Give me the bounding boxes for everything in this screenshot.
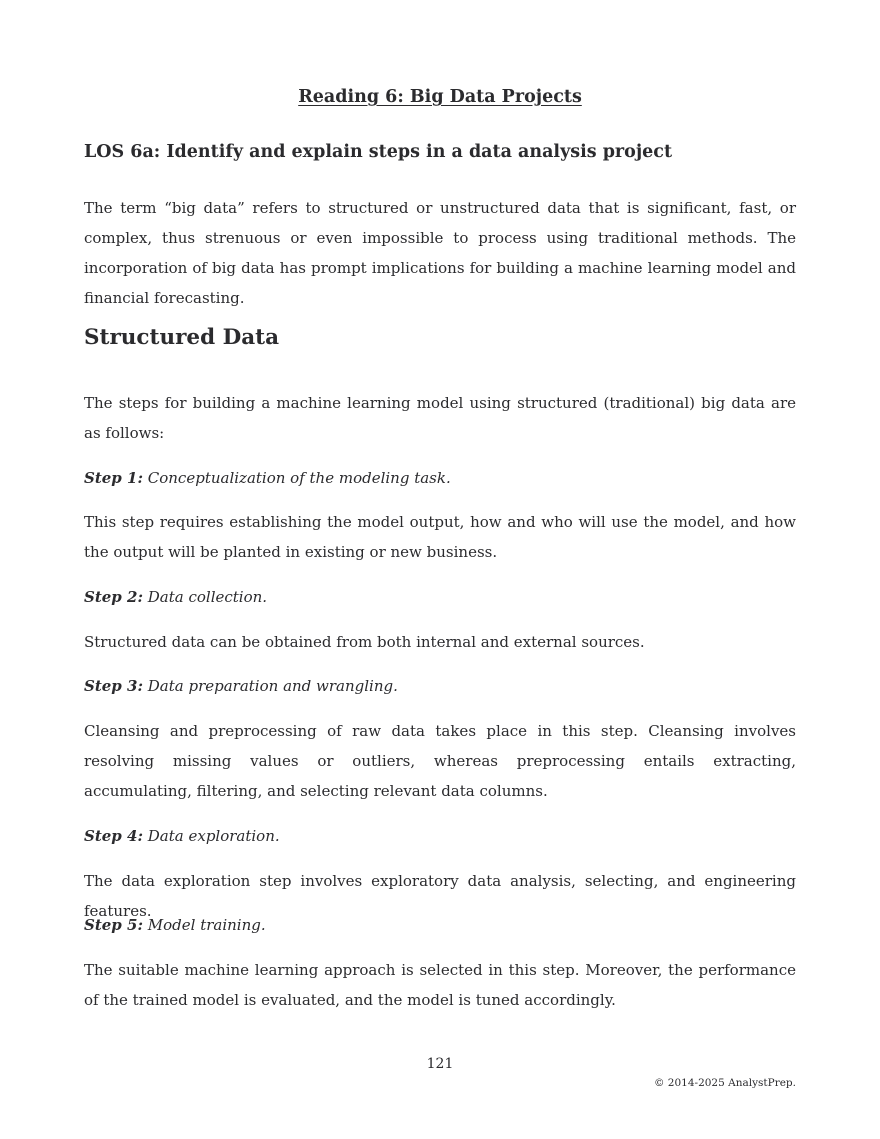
step-heading xyxy=(84,910,796,940)
step-description: Cleansing and preprocessing of raw data takes place in this step. Cleansing involves resolving missing values or outliers, whereas preprocessing entails extracting, accumulating, filtering, and selecting relevant data columns. xyxy=(84,722,796,800)
step-heading xyxy=(84,463,796,493)
step-title: Conceptualization of the modeling task. xyxy=(143,469,451,487)
step-label: Step 3: xyxy=(84,677,143,695)
section-intro-paragraph: The steps for building a machine learning model using structured (traditional) big data are as follows: xyxy=(84,394,796,442)
step-heading xyxy=(84,821,796,851)
copyright-notice: © 2014-2025 AnalystPrep. xyxy=(653,1077,796,1089)
section-heading: Structured Data xyxy=(84,325,280,350)
step-heading xyxy=(84,582,796,612)
step-title: Data collection. xyxy=(143,588,268,606)
step-title: Data exploration. xyxy=(143,827,280,845)
step-label: Step 5: xyxy=(84,916,143,934)
step-title: Data preparation and wrangling. xyxy=(143,677,398,695)
step-description: The suitable machine learning approach is selected in this step. Moreover, the performance of the trained model is evaluated, and the model is tuned accordingly. xyxy=(84,961,796,1009)
step-label: Step 2: xyxy=(84,588,143,606)
page-number: 121 xyxy=(426,1056,454,1072)
step-heading xyxy=(84,671,796,701)
los-heading: LOS 6a: Identify and explain steps in a data analysis project xyxy=(84,142,673,162)
step-title: Model training. xyxy=(143,916,266,934)
step-description: Structured data can be obtained from both internal and external sources. xyxy=(84,633,645,651)
intro-paragraph: The term “big data” refers to structured or unstructured data that is significant, fast, or complex, thus strenuous or even impossible to process using traditional methods. The incorporation of big data has prompt implications for building a machine learning model and financial forecasting. xyxy=(84,199,796,307)
step-label: Step 4: xyxy=(84,827,143,845)
step-label: Step 1: xyxy=(84,469,143,487)
step-description: The data exploration step involves exploratory data analysis, selecting, and engineering features. xyxy=(84,872,796,920)
reading-title: Reading 6: Big Data Projects xyxy=(298,87,582,107)
step-description: This step requires establishing the model output, how and who will use the model, and how the output will be planted in existing or new business. xyxy=(84,513,796,561)
